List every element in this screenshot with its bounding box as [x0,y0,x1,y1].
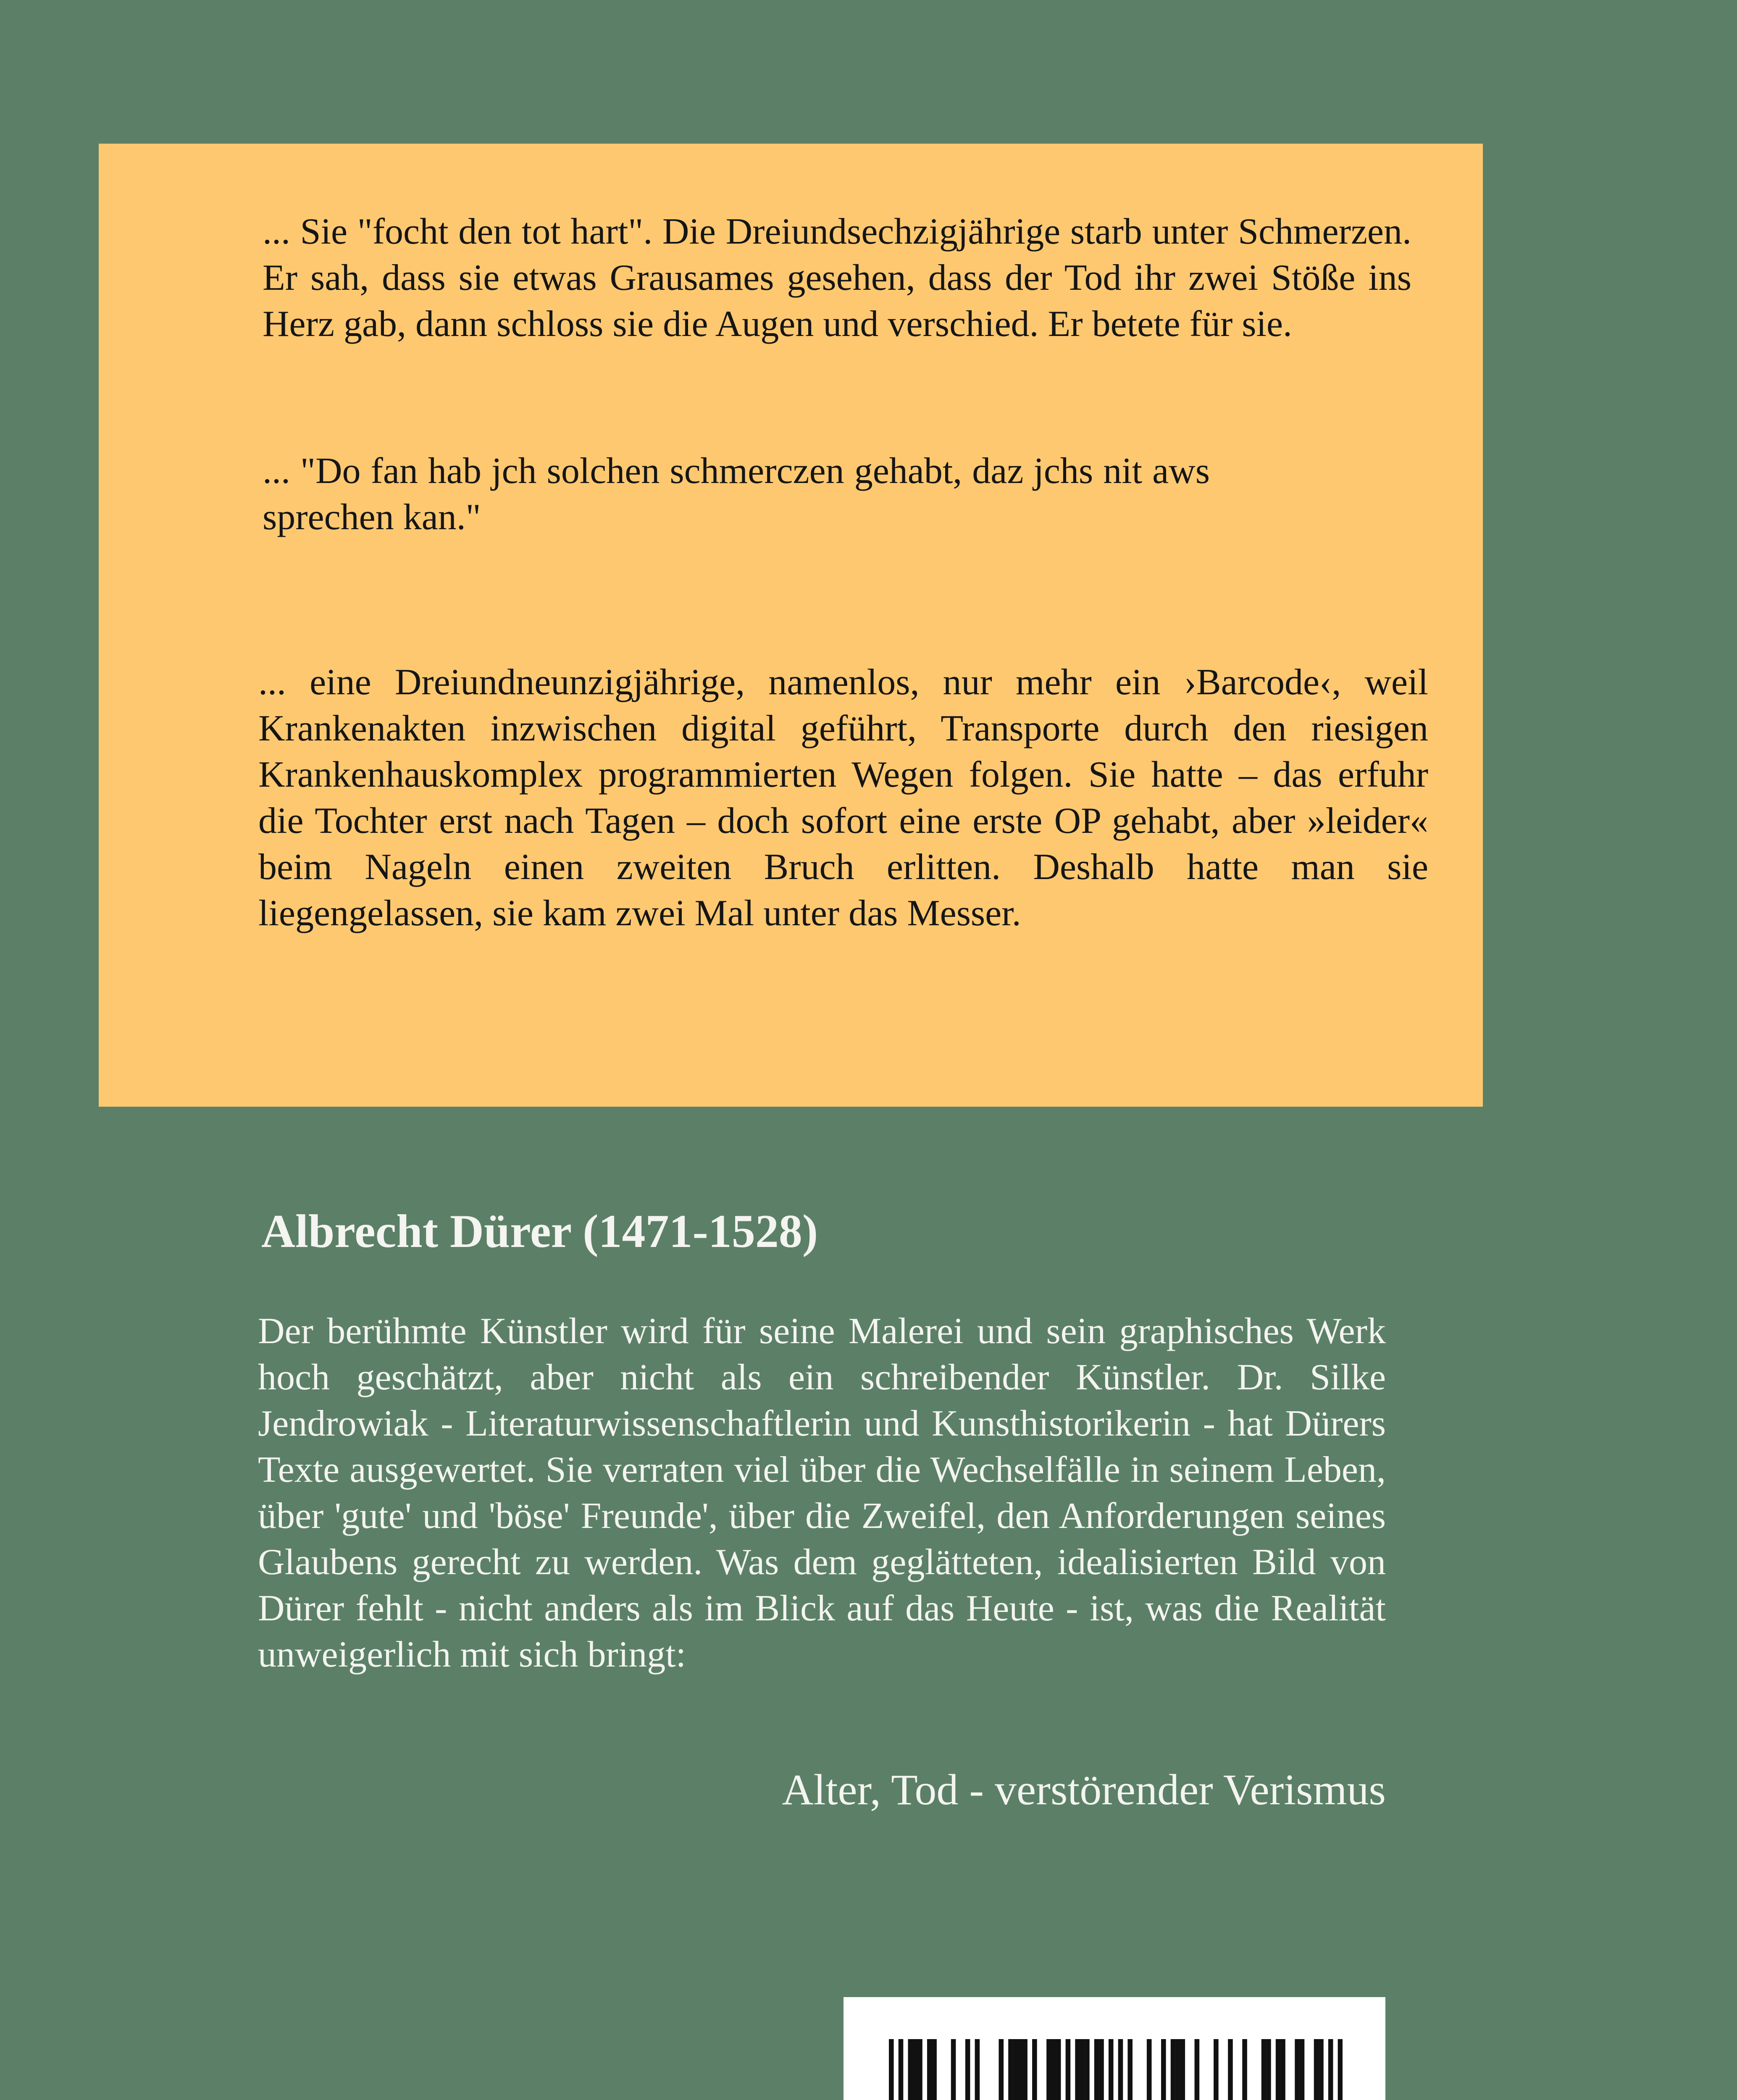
barcode-bar [917,2039,922,2100]
barcode-bar [1118,2039,1123,2100]
barcode-bar [1300,2039,1305,2100]
barcode-bar [1080,2039,1085,2100]
barcode-bar [1046,2039,1051,2100]
barcode-bar [908,2039,913,2100]
barcode-bar [1018,2039,1023,2100]
barcode-bar [1319,2039,1324,2100]
barcode-bar [975,2039,980,2100]
barcode-bar [1094,2039,1099,2100]
excerpt-paragraph-1: ... Sie "focht den tot hart". Die Dreiundsechzigjährige starb unter Schmerzen. Er sah, dass sie etwas Grausames gesehen, dass der Tod ihr zwei Stöße ins Herz gab, dann schloss sie die Augen und verschied. Er betete für sie. [263,211,1411,344]
book-tagline: Alter, Tod - verstörender Verismus [782,1766,1386,1814]
barcode-bar [1056,2039,1061,2100]
excerpt-paragraph-2: ... "Do fan hab jch solchen schmerczen gehabt, daz jchs nit aws sprechen kan." [263,451,1210,538]
barcode-bar [1022,2039,1027,2100]
barcode-bar [1051,2039,1056,2100]
barcode-bar [1338,2039,1343,2100]
barcode-bar [1180,2039,1185,2100]
barcode-bar [1099,2039,1104,2100]
barcode-bars-graphic [889,2039,1343,2100]
barcode-bar [1214,2039,1219,2100]
barcode-bar [1161,2039,1166,2100]
barcode-bar [1085,2039,1090,2100]
barcode-bar [1276,2039,1281,2100]
barcode-bar [889,2039,894,2100]
barcode-bar [1147,2039,1152,2100]
barcode-bar [1295,2039,1300,2100]
barcode-bar [1127,2039,1133,2100]
book-title: Albrecht Dürer (1471-1528) [261,1205,818,1257]
excerpt-panel [99,144,1483,1107]
book-blurb: Der berühmte Künstler wird für seine Malerei und sein graphisches Werk hoch geschätzt, aber nicht als ein schreibender Künstler. Dr. Silke Jendrowiak - Literaturwissenschaftlerin und Kunsthistorikerin - hat Dürers Texte ausgewertet. Sie verraten viel über die Wechselfälle in seinem Leben, über 'gute' und 'böse' Freunde', über die Zweifel, den Anforderungen seines Glaubens gerecht zu werden. Was dem geglätteten, idealisierten Bild von Dürer fehlt - nicht anders als im Blick auf das Heute - ist, was die Realität unweigerlich mit sich bringt: [258,1311,1386,1675]
barcode-bar [1261,2039,1267,2100]
barcode-bar [1032,2039,1037,2100]
barcode-bar [1228,2039,1233,2100]
barcode-bar [1242,2039,1247,2100]
barcode-bar [913,2039,918,2100]
barcode-bar [1195,2039,1200,2100]
barcode-bar [1109,2039,1114,2100]
barcode-bar [1328,2039,1333,2100]
barcode-bar [1008,2039,1013,2100]
barcode-bar [1171,2039,1176,2100]
barcode-bar [932,2039,937,2100]
barcode-bar [1314,2039,1319,2100]
barcode-bar [1013,2039,1018,2100]
barcode-bar [1075,2039,1080,2100]
barcode-bar [1266,2039,1271,2100]
barcode-bar [899,2039,904,2100]
barcode-bar [1066,2039,1071,2100]
barcode-bar [1280,2039,1285,2100]
barcode-bar [1175,2039,1180,2100]
barcode-bar [927,2039,932,2100]
barcode-bar [999,2039,1004,2100]
barcode-bar [951,2039,956,2100]
isbn-barcode [844,1997,1385,2100]
excerpt-paragraph-3: ... eine Dreiundneunzigjährige, namenlos, nur mehr ein ›Barcode‹, weil Krankenakten inzwischen digital geführt, Transporte durch den riesigen Krankenhauskomplex programmierten Wegen folgen. Sie hatte – das erfuhr die Tochter erst nach Tagen – doch sofort eine erste OP gehabt, aber »leider« beim Nageln einen zweiten Bruch erlitten. Deshalb hatte man sie liegengelassen, sie kam zwei Mal unter das Messer. [258,662,1428,934]
barcode-bar [965,2039,970,2100]
